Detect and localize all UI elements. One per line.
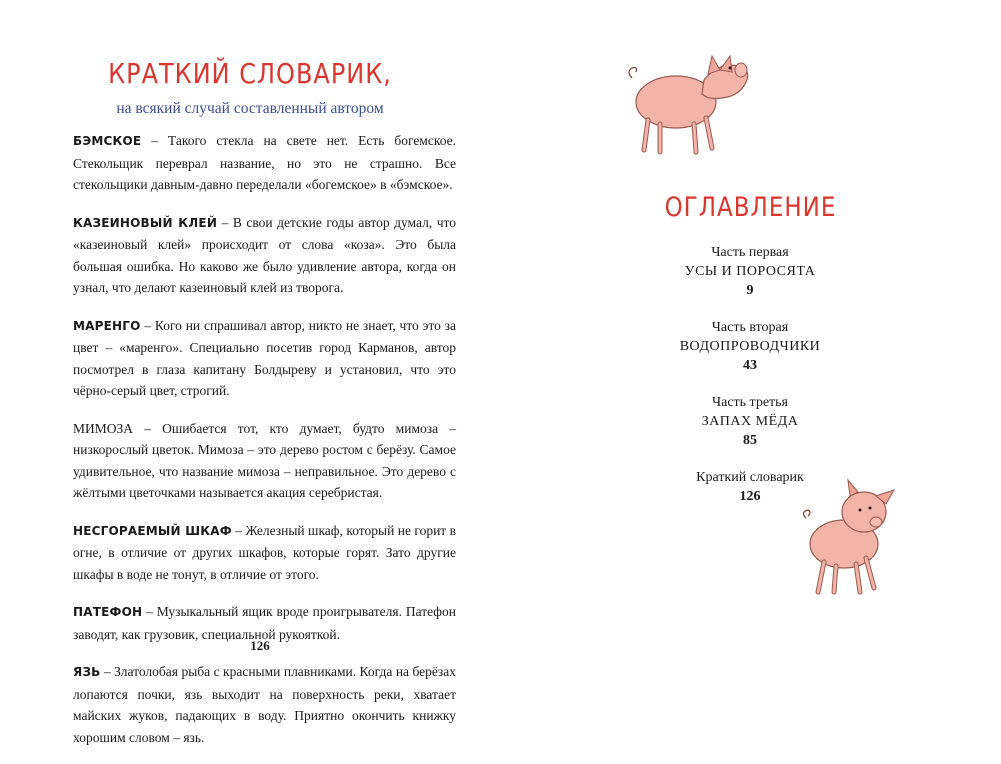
entry-text: – Музыкальный ящик вроде проигрывателя. Патефон заводят, как грузовик, специальной рукояткой. [73, 604, 456, 642]
glossary-entry [73, 661, 456, 748]
glossary-subtitle: на всякий случай составленный автором [116, 100, 384, 117]
pig-illustration [624, 40, 754, 155]
glossary-entry [73, 418, 456, 504]
glossary-entry [73, 212, 456, 299]
toc-page: 85 [743, 433, 757, 448]
entry-term: БЭМСКОЕ [73, 134, 142, 148]
entry-term: НЕСГОРАЕМЫЙ ШКАФ [73, 523, 232, 538]
entry-text: – В свои детские годы автор думал, что «казеиновый клей» происходит от слова «коза». Это была большая ошибка. Но каково же было удивление автора, когда он узнал, что делают казеиновый клей из творога. [73, 214, 456, 295]
glossary-title: КРАТКИЙ СЛОВАРИК, [108, 57, 392, 91]
entry-text: – Кого ни спрашивал автор, никто не знает, что это за цвет – «маренго». Специально посетив город Карманов, автор посмотрел в глаза капитану Болдыреву и установил, что это чёрно-серый цвет, строгий. [73, 317, 456, 398]
entry-text: – Златолобая рыба с красными плавниками. Когда на берёзах лопаются почки, язь выходит на поверхность реки, хватает майских жуков, падающих в воду. Приятно окончить книжку хорошим словом – язь. [73, 664, 456, 745]
pig-illustration [796, 478, 906, 596]
toc-page: 126 [739, 489, 761, 504]
toc-item[interactable] [640, 393, 860, 450]
page-number: 126 [250, 638, 270, 653]
toc-name: УСЫ И ПОРОСЯТА [684, 264, 816, 279]
entry-term: МАРЕНГО [73, 318, 141, 333]
toc-page: 43 [743, 358, 757, 373]
glossary-entry [73, 130, 456, 196]
left-page [0, 0, 500, 745]
toc-page: 9 [746, 283, 754, 298]
entry-text: – Такого стекла на свете нет. Есть богемское. Стекольщик переврал название, но это не страшно. Все стекольщики давным-давно переделали «богемское» в «бэмское». [73, 133, 456, 192]
toc-name: ВОДОПРОВОДЧИКИ [679, 339, 821, 354]
toc-name: ЗАПАХ МЁДА [701, 414, 799, 429]
entry-text: – Железный шкаф, который не горит в огне, в отличие от других шкафов, которые горят. Зато другие шкафы в воде не тонут, в отличие от этого. [73, 522, 457, 582]
toc-item[interactable] [640, 243, 860, 300]
entry-text: МИМОЗА – Ошибается тот, кто думает, будто мимоза – низкорослый цветок. Мимоза – это дерево ростом с берёзу. Самое удивительное, что название мимоза – неправильное. Это дерево с жёлтыми цветочками называется акация серебристая. [73, 420, 456, 500]
toc-item[interactable] [640, 318, 860, 375]
toc-title: ОГЛАВЛЕНИЕ [664, 193, 837, 223]
toc-part: Часть первая [711, 245, 789, 260]
right-page [500, 0, 1001, 713]
entry-term: ПАТЕФОН [73, 605, 143, 619]
glossary-entry [73, 315, 456, 402]
toc-part: Часть вторая [711, 320, 789, 335]
entry-term: КАЗЕИНОВЫЙ КЛЕЙ [73, 215, 218, 230]
toc-part: Краткий словарик [696, 470, 804, 485]
toc-part: Часть третья [712, 395, 788, 410]
glossary-entry [73, 520, 456, 586]
glossary-entries [73, 130, 456, 764]
entry-term: ЯЗЬ [73, 665, 101, 679]
